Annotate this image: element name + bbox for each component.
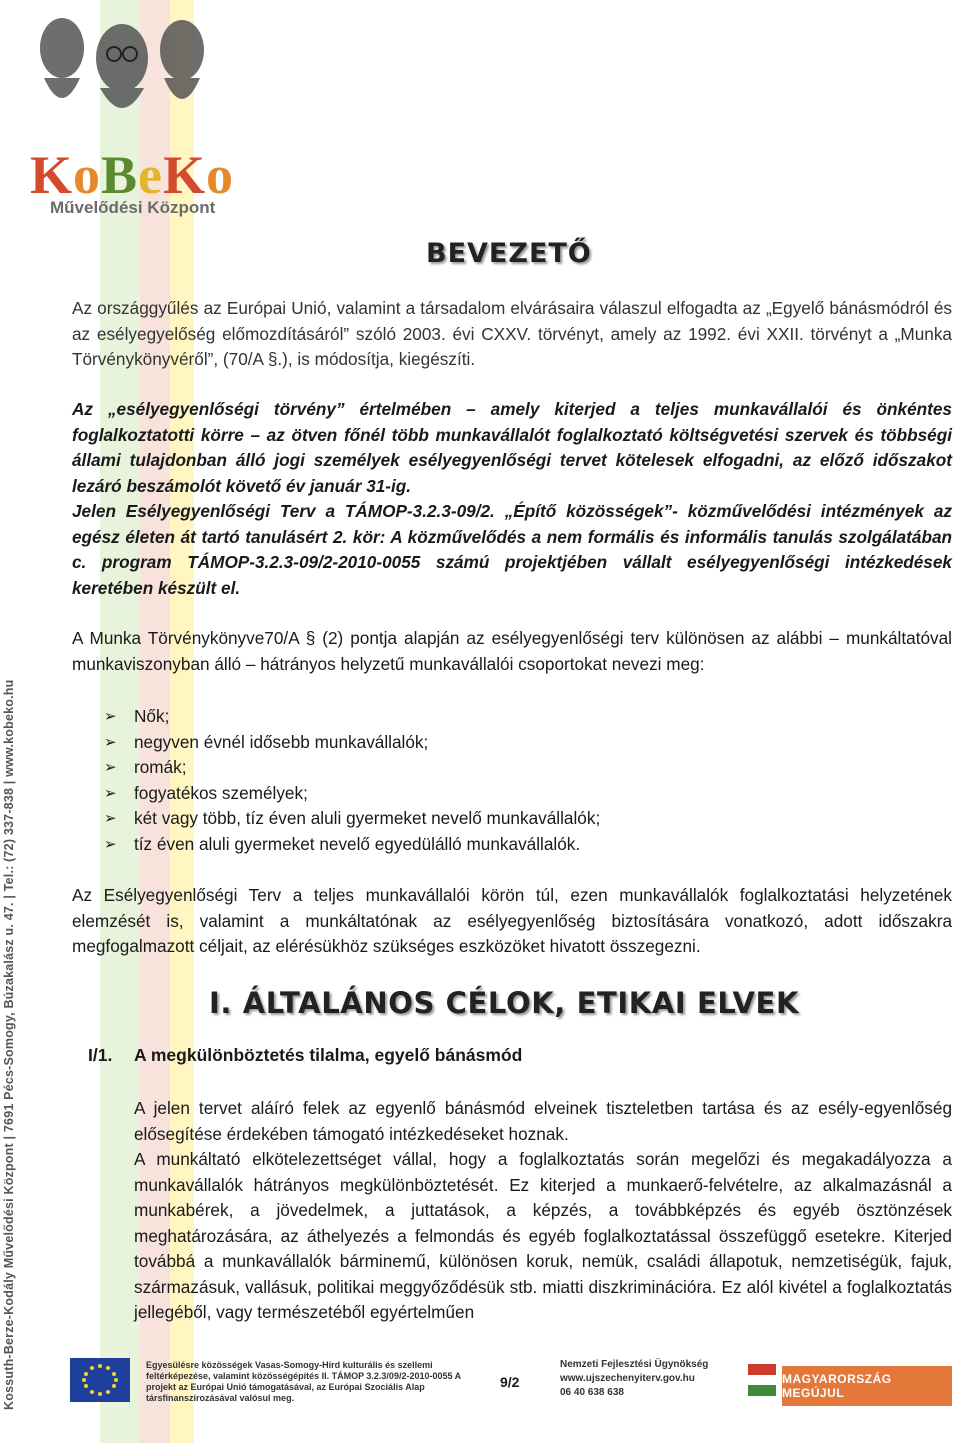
munka-paragraph: A Munka Törvénykönyve70/A § (2) pontja alapján az esélyegyenlőségi terv különösen az alábbi – munkáltatóval munkaviszonyban álló – hátrányos helyzetű munkavállalói csoportokat nevezi meg: [72,628,952,674]
section-title: I. ÁLTALÁNOS CÉLOK, ETIKAI ELVEK [209,986,800,1020]
eu-flag-icon [70,1358,130,1402]
subsection-paragraph-1: A jelen tervet aláíró felek az egyenlő bánásmód elveinek tiszteletben tartása és az esély-egyenlőség elősegítése érdekében támogató intézkedéseket hoznak. [134,1098,952,1144]
kobeko-logo [20,8,235,217]
list-item: ➢ két vagy több, tíz éven aluli gyermeket nevelő munkavállalók; [104,806,600,832]
group-list [104,704,600,857]
footer-project-text: Egyesülésre közösségek Vasas-Somogy-Hírd kulturális és szellemi feltérképezése, valamint közösségépítés II. TÁMOP 3.2.3/09/2-2010-0055 A projekt az Európai Unió támogatásával, az Európai Szociális Alap társfinanszírozásával valósul meg. [146,1360,461,1403]
subsection-number: I/1. [88,1045,113,1065]
law-paragraph [72,397,952,601]
list-item: ➢ Nők; [104,704,600,730]
nfu-contact: Nemzeti Fejlesztési Ügynökség www.ujszechenyiterv.gov.hu 06 40 638 638 [560,1359,709,1398]
list-item: ➢ romák; [104,755,600,781]
terv-paragraph: Az Esélyegyenlőségi Terv a teljes munkavállalói körön túl, ezen munkavállalók foglalkoztatási helyzetének elemzését is, valamint a munkáltatónak az esélyegyenlőség biztosítására vonatkozó, adott időszakra megfogalmazott céljait, az elérésükhöz szükséges eszközöket hivatott összegezni. [72,885,952,956]
list-item: ➢ negyven évnél idősebb munkavállalók; [104,730,600,756]
intro-paragraph: Az országgyűlés az Európai Unió, valamint a társadalom elvárásaira válaszul elfogadta az „Egyelő bánásmódról és az esélyegyelőség előmozdításáról” szóló 2003. évi CXXV. törvényt, amely az 1992. évi XXII. törvényt a „Munka Törvénykönyvéről”, (70/A §.), is módosítja, kiegészíti. [72,298,952,369]
list-item: ➢ tíz éven aluli gyermeket nevelő egyedülálló munkavállalók. [104,832,600,858]
megujul-banner: MAGYARORSZÁG MEGÚJUL [782,1366,952,1406]
portrait-faces-icon [34,8,204,128]
subsection-label: A megkülönböztetés tilalma, egyelő bánásmód [134,1045,523,1065]
law-paragraph-line1: Az „esélyegyenlőségi törvény” értelmében – amely kiterjed a teljes munkavállalói és önkéntes foglalkoztatotti körre – az ötven főnél több munkavállalót foglalkoztató költségvetési szervek és többségi állami tulajdonban álló jogi személyek esélyegyenlőségi tervet kötelesek elfogadni, az előző időszakot lezáró beszámolót követő év január 31-ig. [72,399,952,496]
logo-subtitle: Művelődési Központ [50,198,216,217]
side-address: Kossuth-Berze-Kodály Művelődési Központ | 7691 Pécs-Somogy, Búzakalász u. 47. | Tel.: (72) 337-838 | www.kobeko.hu [2,679,16,1410]
subsection-heading [88,1045,788,1066]
page-number: 9/2 [500,1374,520,1390]
arrow-bullet-icon: ➢ [104,759,117,776]
arrow-bullet-icon: ➢ [104,708,117,725]
hungarian-flag-icon [748,1364,776,1396]
page-footer [70,1358,960,1428]
subsection-paragraph-2: A munkáltató elkötelezettséget vállal, hogy a foglalkoztatás során megelőzi és megakadályozza a munkavállalók hátrányos megkülönböztetését. Ez kiterjed a munkaerő-felvételre, az alkalmazásnál a munkabérek, a jövedelmek, a juttatások, a képzés, a továbbképzés és egyéb ösztönzések meghatározására, az áthelyezés a felmondás és egyéb foglalkoztatással összefüggő esetekre. Kiterjed továbbá a munkavállalók bárminemű, különösen koruk, nemük, családi állapotuk, nemzetiségük, fajuk, származásuk, vallásuk, politikai meggyőződésük stb. miatti diszkriminációra. Ez alól kivétel a foglalkoztatás jellegéből, vagy természetéből egyértelműen [134,1149,952,1322]
page-title: BEVEZETŐ [426,238,592,269]
arrow-bullet-icon: ➢ [104,733,117,751]
arrow-bullet-icon: ➢ [104,835,117,853]
law-paragraph-line2: Jelen Esélyegyenlőségi Terv a TÁMOP-3.2.3-09/2. „Építő közösségek”- közművelődési intézmények az egész életen át tartó tanulásért 2. kör: A közművelődés a nem formális és informális tanulás szolgálatában c. program TÁMOP-3.2.3-09/2-2010-0055 számú projektjében vállalt esélyegyenlőségi intézkedések keretében készült el. [72,501,952,598]
logo-brand-text: KoBeKo [30,145,235,205]
list-item: ➢ fogyatékos személyek; [104,781,600,807]
arrow-bullet-icon: ➢ [104,810,117,827]
arrow-bullet-icon: ➢ [104,784,117,802]
